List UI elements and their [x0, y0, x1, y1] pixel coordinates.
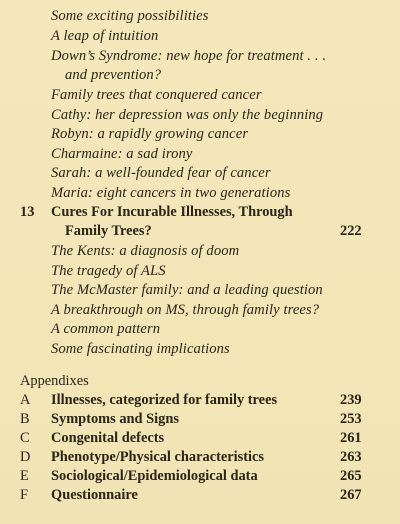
- appendix-letter: E: [20, 468, 29, 484]
- appendix-title: Sociological/Epidemiological data: [51, 468, 258, 484]
- toc-entry: Cathy: her depression was only the beginning: [51, 107, 324, 123]
- appendix-page-number: 261: [340, 430, 362, 446]
- toc-entry: Some exciting possibilities: [51, 8, 209, 24]
- toc-entry: A common pattern: [51, 321, 161, 337]
- toc-entry: Robyn: a rapidly growing cancer: [51, 126, 249, 142]
- toc-entry: The McMaster family: and a leading question: [51, 282, 323, 298]
- chapter-title: Cures For Incurable Illnesses, Through: [51, 204, 293, 220]
- toc-entry: Family trees that conquered cancer: [51, 87, 262, 103]
- appendix-letter: F: [20, 487, 29, 503]
- toc-entry: Charmaine: a sad irony: [51, 146, 193, 162]
- appendix-title: Questionnaire: [51, 487, 138, 503]
- toc-entry: The Kents: a diagnosis of doom: [51, 243, 240, 259]
- toc-entry: Some fascinating implications: [51, 341, 230, 357]
- appendixes-heading: Appendixes: [20, 373, 89, 389]
- appendix-letter: C: [20, 430, 30, 446]
- chapter-number: 13: [20, 204, 35, 220]
- appendix-title: Congenital defects: [51, 430, 165, 446]
- appendix-title: Phenotype/Physical characteristics: [51, 449, 265, 465]
- toc-entry: Maria: eight cancers in two generations: [51, 185, 291, 201]
- chapter-page-number: 222: [340, 223, 362, 239]
- appendix-page-number: 253: [340, 411, 362, 427]
- appendix-title: Symptoms and Signs: [51, 411, 179, 427]
- toc-entry: The tragedy of ALS: [51, 263, 166, 279]
- appendix-page-number: 263: [340, 449, 362, 465]
- appendix-letter: A: [20, 392, 31, 408]
- appendix-page-number: 267: [340, 487, 362, 503]
- toc-entry: Sarah: a well-founded fear of cancer: [51, 165, 271, 181]
- appendix-page-number: 239: [340, 392, 362, 408]
- toc-entry: A breakthrough on MS, through family trees?: [51, 302, 320, 318]
- appendix-page-number: 265: [340, 468, 362, 484]
- appendix-letter: B: [20, 411, 30, 427]
- toc-entry-continuation: and prevention?: [65, 67, 162, 83]
- toc-entry: Down’s Syndrome: new hope for treatment . . .: [51, 48, 327, 64]
- chapter-title-continuation: Family Trees?: [65, 223, 152, 239]
- appendix-letter: D: [20, 449, 31, 465]
- toc-entry: A leap of intuition: [51, 28, 159, 44]
- appendix-title: Illnesses, categorized for family trees: [51, 392, 278, 408]
